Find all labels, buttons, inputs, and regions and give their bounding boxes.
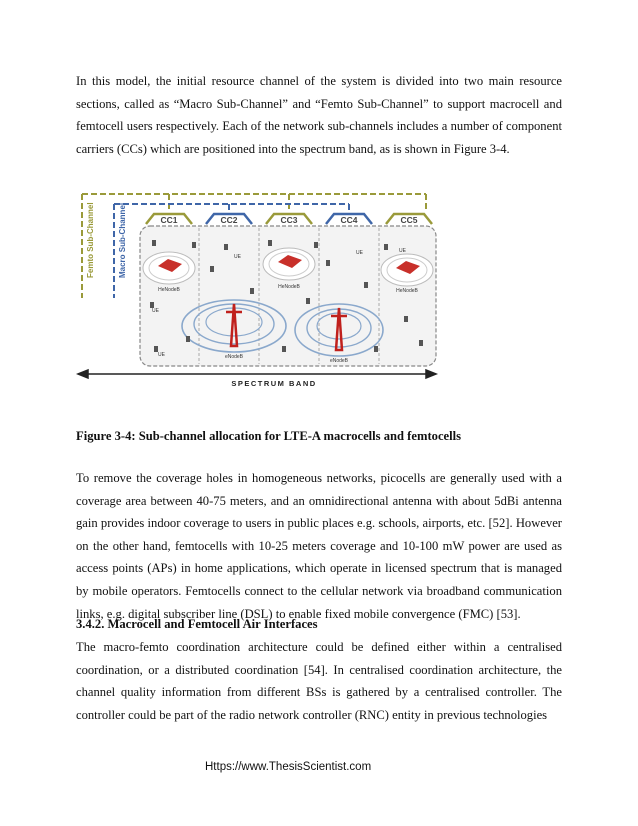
carrier-label-cc4: CC4 [340, 215, 358, 225]
svg-text:eNodeB: eNodeB [329, 358, 349, 364]
carrier-label-cc3: CC3 [280, 215, 298, 225]
macro-sub-channel-label: Macro Sub-Channel [118, 202, 127, 278]
figure-caption: Figure 3-4: Sub-channel allocation for LTE-A macrocells and femtocells [76, 429, 462, 443]
intro-paragraph: In this model, the initial resource channel of the system is divided into two main resource sections, called as “Macro Sub-Channel” and “Femto Sub-Channel” to support macrocell and femtocell users respectively. Each of the network sub-channels includes a number of component carriers (CCs) which are positioned into the spectrum band, as is shown in Figure 3-4. [76, 74, 562, 156]
svg-text:eNodeB: eNodeB [224, 354, 244, 360]
spectrum-band-label: SPECTRUM BAND [231, 379, 317, 388]
ue-label: UE [399, 248, 406, 254]
svg-text:HeNodeB: HeNodeB [396, 288, 418, 294]
ue-label: UE [356, 250, 363, 256]
section-heading: 3.4.2. Macrocell and Femtocell Air Interfaces [76, 617, 318, 631]
coverage-paragraph: To remove the coverage holes in homogeneous networks, picocells are generally used with a coverage area between 40-75 meters, and an omnidirectional antenna with about 5dBi antenna gain provides indoor coverage to users in public places e.g. schools, airports, etc. [52]. However on the other hand, femtocells with 10-25 meters coverage and 10-100 mW power are used as access points (APs) in home applications, which operate in licensed spectrum that is managed by mobile operators. Femtocells connect to the cellular network via broadband communication links, e.g. digital subscriber line (DSL) to enable fixed mobile convergence (FMC) [53]. [76, 471, 562, 621]
carrier-label-cc2: CC2 [220, 215, 238, 225]
ue-label: UE [152, 308, 159, 314]
sub-channel-allocation-figure [74, 186, 440, 394]
ue-label: UE [158, 352, 165, 358]
footer-url: Https://www.ThesisScientist.com [205, 761, 372, 773]
femto-sub-channel-label: Femto Sub-Channel [86, 202, 95, 278]
spectrum-area-box [140, 226, 436, 366]
svg-text:HeNodeB: HeNodeB [158, 287, 180, 293]
carrier-label-cc5: CC5 [400, 215, 418, 225]
ue-label: UE [234, 254, 241, 260]
svg-text:HeNodeB: HeNodeB [278, 284, 300, 290]
spectrum-band-arrow [78, 370, 436, 378]
coordination-paragraph: The macro-femto coordination architecture could be defined either within a centralised coordination, or a distributed coordination [54]. In centralised coordination architecture, the channel quality information from different BSs is gathered by a centralised controller. The controller could be part of the radio network controller (RNC) entity in previous technologies [76, 640, 562, 722]
carrier-label-cc1: CC1 [160, 215, 178, 225]
